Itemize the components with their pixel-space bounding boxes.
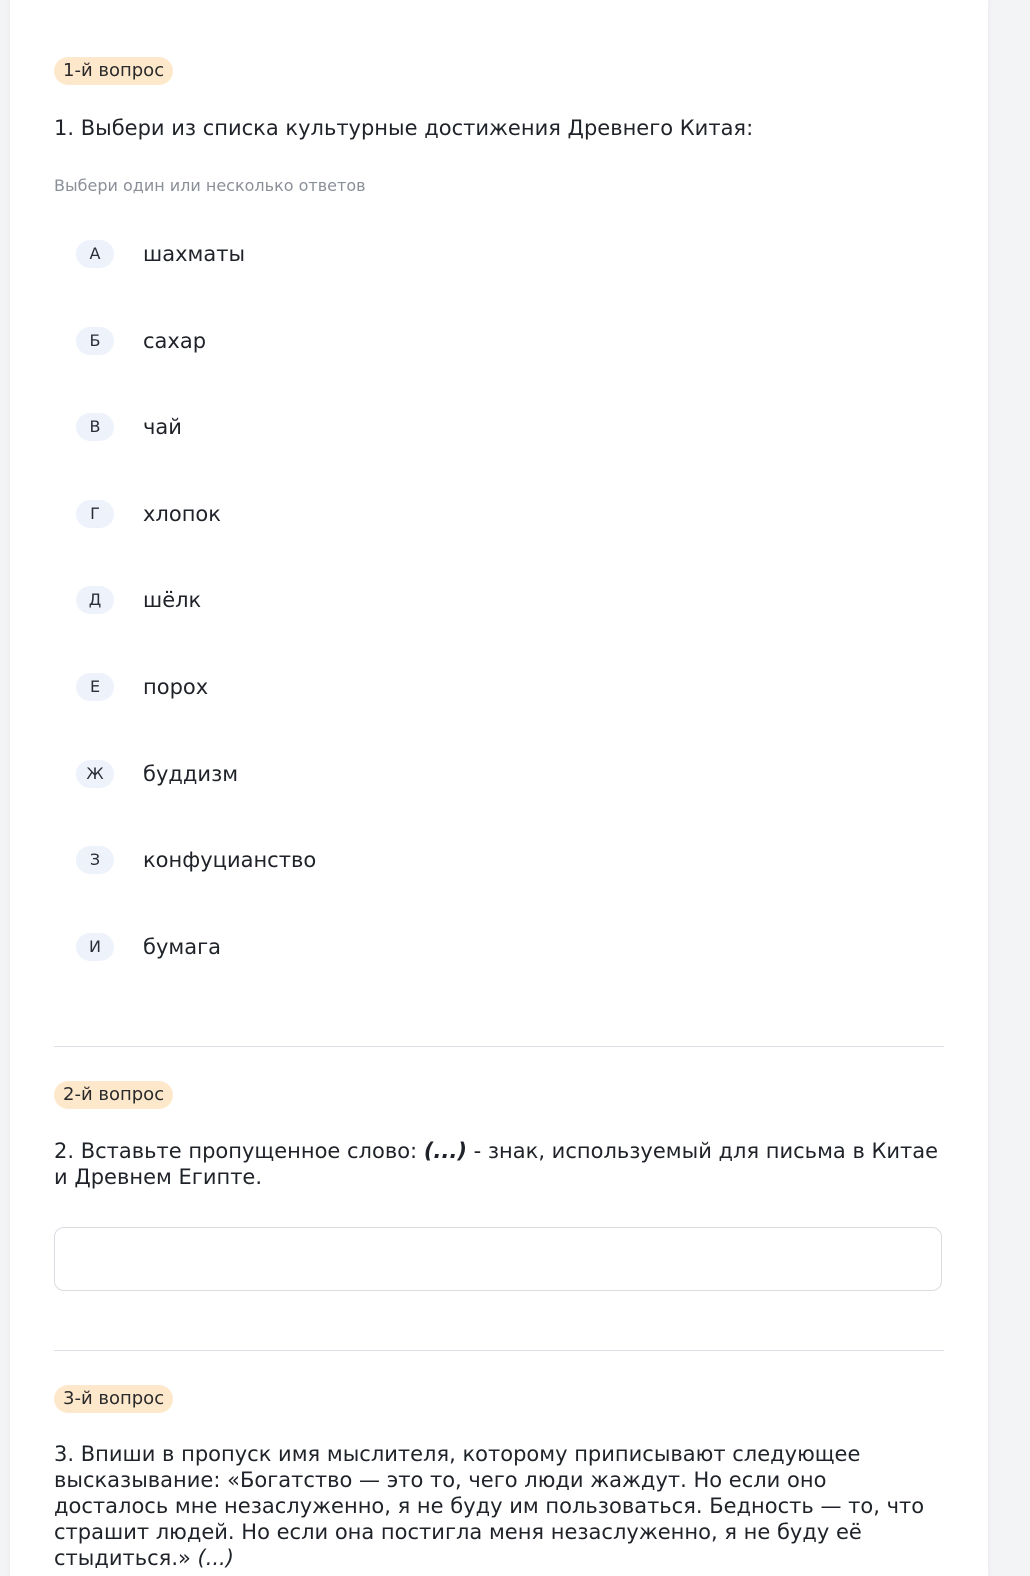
quiz-card (10, 0, 988, 1576)
option-letter: З (76, 846, 114, 874)
question-2-text-before: 2. Вставьте пропущенное слово: (54, 1139, 424, 1163)
option-label: шахматы (143, 242, 246, 266)
option-i[interactable] (76, 927, 676, 967)
question-1-hint: Выбери один или несколько ответов (54, 176, 366, 195)
question-2-badge: 2-й вопрос (54, 1081, 173, 1109)
question-1-text: 1. Выбери из списка культурные достижения Древнего Китая: (54, 116, 754, 140)
question-3-text-main: 3. Впиши в пропуск имя мыслителя, которому приписывают следующее высказывание: «Богатство — это то, чего люди жаждут. Но если оно досталось мне незаслуженно, я не буду им пользоваться. Бедность — то, что страшит людей. Но если она постигла меня незаслуженно, я не буду её стыдиться.» (54, 1442, 925, 1570)
option-label: шёлк (143, 588, 202, 612)
question-3-blank: (...) (197, 1546, 234, 1570)
divider (54, 1350, 944, 1351)
option-label: чай (143, 415, 182, 439)
option-v[interactable] (76, 407, 676, 447)
option-label: буддизм (143, 762, 239, 786)
question-2-text-after: - знак, используемый для письма в Китае и Древнем Египте. (54, 1139, 939, 1189)
option-letter: В (76, 413, 114, 441)
option-zh[interactable] (76, 754, 676, 794)
option-letter: Б (76, 327, 114, 355)
option-letter: Д (76, 586, 114, 614)
option-label: порох (143, 675, 209, 699)
question-3-text (54, 1441, 944, 1571)
option-e[interactable] (76, 667, 676, 707)
option-letter: Е (76, 673, 114, 701)
option-label: бумага (143, 935, 221, 959)
option-letter: А (76, 240, 114, 268)
option-a[interactable] (76, 234, 676, 274)
option-letter: И (76, 933, 114, 961)
divider (54, 1046, 944, 1047)
option-label: хлопок (143, 502, 221, 526)
option-letter: Ж (76, 760, 114, 788)
question-3-badge: 3-й вопрос (54, 1385, 173, 1413)
option-label: конфуцианство (143, 848, 317, 872)
question-2-answer-input[interactable] (54, 1227, 942, 1291)
question-2-blank: (...) (423, 1139, 467, 1163)
option-d[interactable] (76, 580, 676, 620)
option-g[interactable] (76, 494, 676, 534)
question-1-badge: 1-й вопрос (54, 57, 173, 85)
option-b[interactable] (76, 321, 676, 361)
option-label: сахар (143, 329, 207, 353)
option-z[interactable] (76, 840, 676, 880)
question-2-text (54, 1138, 944, 1190)
option-letter: Г (76, 500, 114, 528)
